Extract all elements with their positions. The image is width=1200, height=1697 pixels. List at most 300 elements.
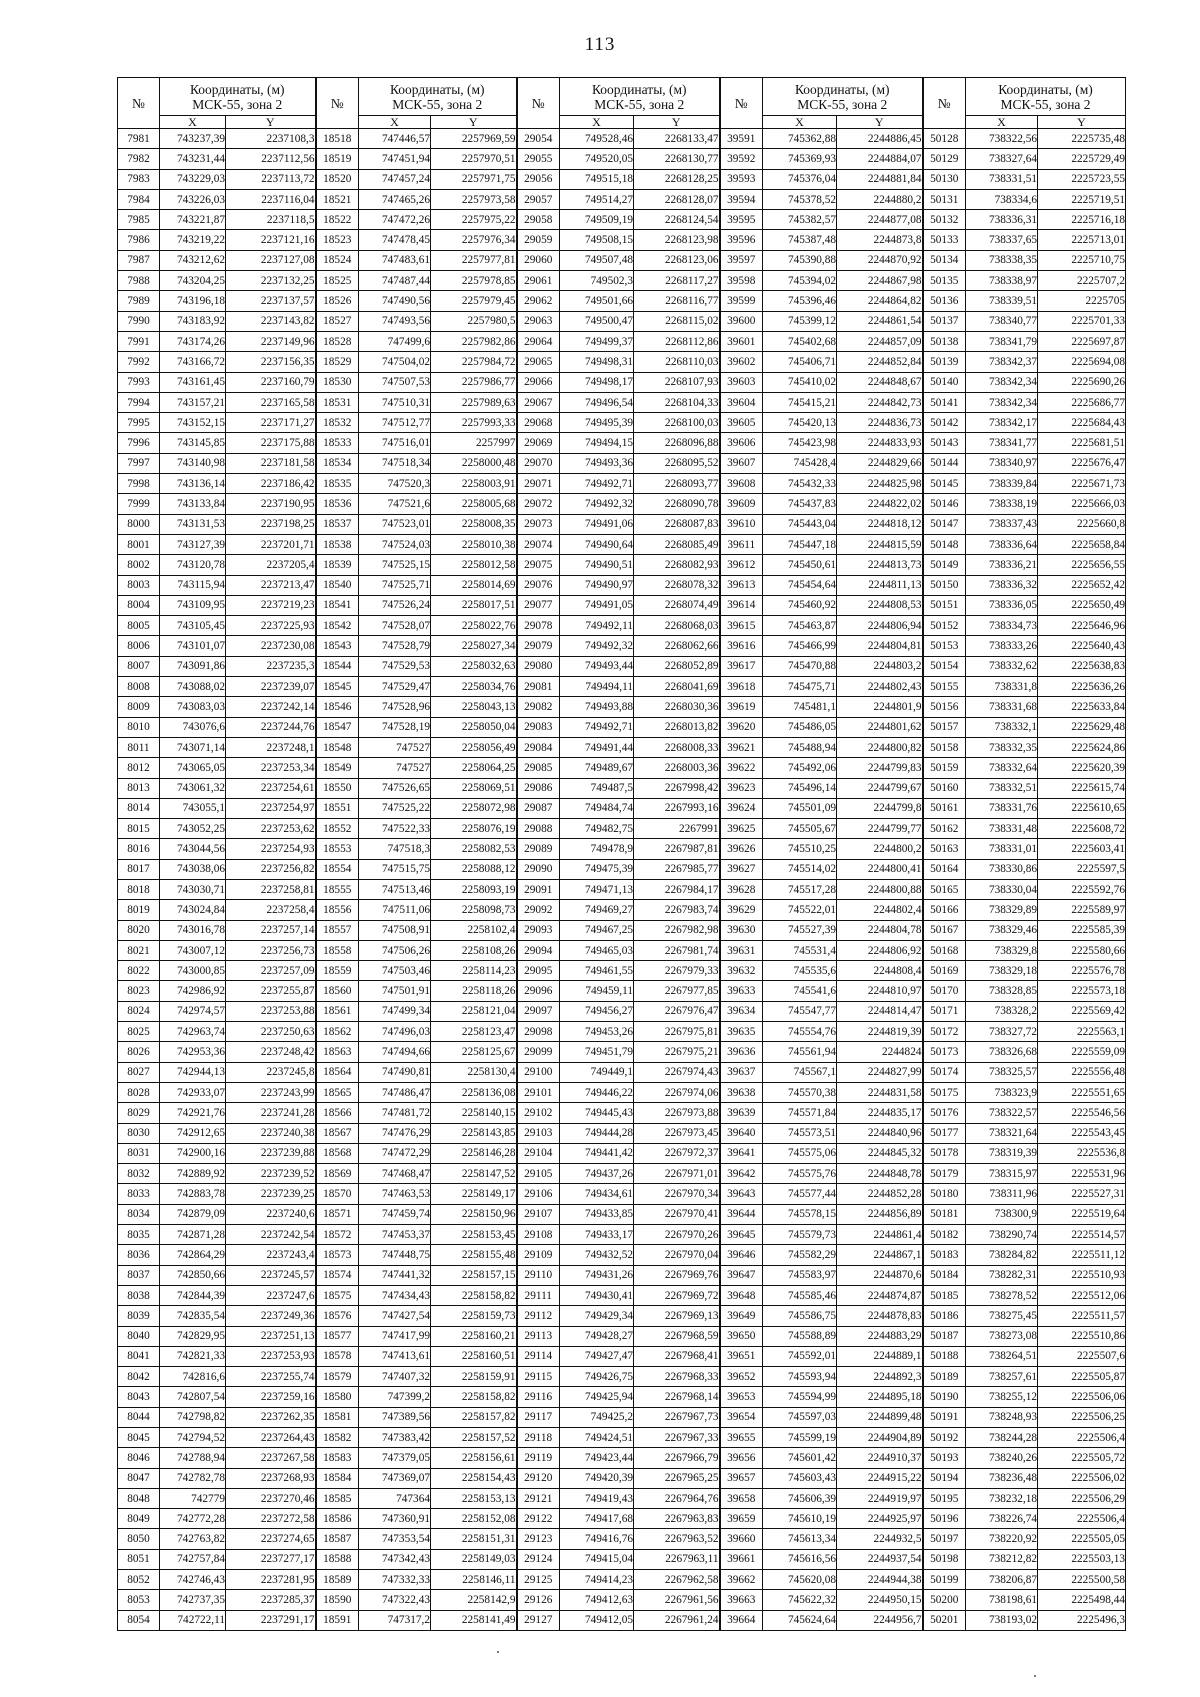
point-number: 50158: [923, 737, 966, 757]
coordinate-y: 2237251,13: [226, 1326, 316, 1346]
point-number: 7988: [118, 271, 160, 291]
coordinate-x: 745378,52: [763, 189, 837, 209]
point-number: 18591: [316, 1610, 359, 1630]
point-number: 29119: [517, 1448, 560, 1468]
point-number: 8054: [118, 1610, 160, 1630]
coordinate-y: 2225559,09: [1038, 1042, 1126, 1062]
coordinate-x: 745622,32: [763, 1590, 837, 1610]
point-number: 29115: [517, 1367, 560, 1387]
coordinate-y: 2267987,81: [634, 839, 720, 859]
coordinate-y: 2258008,35: [431, 514, 517, 534]
coordinate-y: 2237225,93: [226, 616, 316, 636]
point-number: 29108: [517, 1225, 560, 1245]
coordinate-x: 738248,93: [966, 1407, 1038, 1427]
coordinate-y: 2268110,03: [634, 352, 720, 372]
point-number: 39610: [720, 514, 763, 534]
coordinate-x: 749453,26: [560, 1022, 634, 1042]
coordinate-y: 2237165,58: [226, 392, 316, 412]
coordinate-y: 2268117,27: [634, 271, 720, 291]
coordinate-y: 2244870,6: [837, 1265, 923, 1285]
coordinate-x: 743052,25: [160, 819, 226, 839]
coordinate-y: 2267979,33: [634, 961, 720, 981]
coordinate-x: 749493,44: [560, 656, 634, 676]
coordinate-y: 2258064,25: [431, 758, 517, 778]
coordinate-y: 2237281,95: [226, 1570, 316, 1590]
table-row: [118, 169, 1126, 189]
point-number: 8041: [118, 1346, 160, 1366]
point-number: 18529: [316, 352, 359, 372]
coordinate-x: 747494,66: [359, 1042, 431, 1062]
coordinate-y: 2244831,58: [837, 1082, 923, 1102]
table-row: [118, 1468, 1126, 1488]
point-number: 39630: [720, 920, 763, 940]
coordinate-y: 2237181,58: [226, 453, 316, 473]
point-number: 29113: [517, 1326, 560, 1346]
coordinate-x: 745437,83: [763, 494, 837, 514]
coordinate-y: 2237272,58: [226, 1509, 316, 1529]
point-number: 18583: [316, 1448, 359, 1468]
coordinate-y: 2237241,28: [226, 1103, 316, 1123]
coordinate-x: 738338,97: [966, 271, 1038, 291]
point-number: 29072: [517, 494, 560, 514]
coordinate-y: 2257973,58: [431, 189, 517, 209]
coordinate-x: 743152,15: [160, 413, 226, 433]
coordinate-x: 749500,47: [560, 311, 634, 331]
coordinate-x: 745578,15: [763, 1204, 837, 1224]
coordinate-x: 749415,04: [560, 1549, 634, 1569]
point-number: 39651: [720, 1346, 763, 1366]
coordinate-x: 747353,54: [359, 1529, 431, 1549]
coordinate-x: 745575,06: [763, 1143, 837, 1163]
coordinate-x: 738338,19: [966, 494, 1038, 514]
point-number: 39655: [720, 1428, 763, 1448]
point-number: 39658: [720, 1488, 763, 1508]
coordinate-y: 2225597,5: [1038, 859, 1126, 879]
coordinate-x: 745517,28: [763, 879, 837, 899]
table-row: [118, 656, 1126, 676]
coordinate-x: 747427,54: [359, 1306, 431, 1326]
point-number: 50175: [923, 1082, 966, 1102]
coordinate-x: 738329,8: [966, 940, 1038, 960]
coordinate-x: 742864,29: [160, 1245, 226, 1265]
header-coordinate-system: МСК-55, зона 2: [797, 96, 888, 112]
point-number: 8011: [118, 737, 160, 757]
point-number: 8053: [118, 1590, 160, 1610]
coordinate-x: 745606,39: [763, 1488, 837, 1508]
point-number: 39632: [720, 961, 763, 981]
point-number: 8005: [118, 616, 160, 636]
coordinate-x: 747512,77: [359, 413, 431, 433]
coordinate-x: 738330,04: [966, 879, 1038, 899]
point-number: 8026: [118, 1042, 160, 1062]
point-number: 29076: [517, 575, 560, 595]
coordinate-y: 2225498,44: [1038, 1590, 1126, 1610]
coordinate-x: 745579,73: [763, 1225, 837, 1245]
coordinate-x: 745362,88: [763, 129, 837, 149]
header-coordinates-title: Координаты, (м): [389, 81, 485, 97]
point-number: 29083: [517, 717, 560, 737]
coordinate-y: 2237254,61: [226, 778, 316, 798]
coordinate-y: 2268041,69: [634, 677, 720, 697]
coordinate-x: 738273,08: [966, 1326, 1038, 1346]
point-number: 8038: [118, 1285, 160, 1305]
coordinate-y: 2244800,88: [837, 879, 923, 899]
point-number: 50143: [923, 433, 966, 453]
point-number: 39599: [720, 291, 763, 311]
point-number: 29078: [517, 616, 560, 636]
coordinate-x: 749502,3: [560, 271, 634, 291]
coordinate-x: 749493,88: [560, 697, 634, 717]
coordinate-y: 2225707,2: [1038, 271, 1126, 291]
coordinate-y: 2268082,93: [634, 555, 720, 575]
coordinate-x: 738232,18: [966, 1488, 1038, 1508]
coordinate-x: 749509,19: [560, 210, 634, 230]
point-number: 39596: [720, 230, 763, 250]
coordinate-x: 749496,54: [560, 392, 634, 412]
point-number: 39620: [720, 717, 763, 737]
coordinate-y: 2268104,33: [634, 392, 720, 412]
coordinate-x: 745541,6: [763, 981, 837, 1001]
point-number: 39636: [720, 1042, 763, 1062]
table-row: [118, 1103, 1126, 1123]
coordinate-y: 2244806,92: [837, 940, 923, 960]
coordinate-x: 749490,64: [560, 534, 634, 554]
point-number: 29070: [517, 453, 560, 473]
point-number: 18532: [316, 413, 359, 433]
coordinate-x: 745514,02: [763, 859, 837, 879]
coordinate-y: 2244956,7: [837, 1610, 923, 1630]
coordinate-y: 2258130,4: [431, 1062, 517, 1082]
header-x: X: [763, 116, 837, 129]
coordinate-y: 2258118,26: [431, 981, 517, 1001]
coordinate-x: 747513,46: [359, 879, 431, 899]
coordinate-x: 742986,92: [160, 981, 226, 1001]
coordinate-y: 2237248,1: [226, 737, 316, 757]
coordinate-x: 749515,18: [560, 169, 634, 189]
table-row: [118, 981, 1126, 1001]
table-row: [118, 1285, 1126, 1305]
coordinate-y: 2257986,77: [431, 372, 517, 392]
coordinate-y: 2268087,83: [634, 514, 720, 534]
point-number: 18536: [316, 494, 359, 514]
coordinate-y: 2237242,14: [226, 697, 316, 717]
table-row: [118, 311, 1126, 331]
header-coordinates: [560, 78, 720, 116]
coordinate-x: 743157,21: [160, 392, 226, 412]
table-row: [118, 859, 1126, 879]
coordinate-x: 738337,43: [966, 514, 1038, 534]
coordinate-x: 738331,48: [966, 819, 1038, 839]
coordinate-x: 745486,05: [763, 717, 837, 737]
coordinate-y: 2244829,66: [837, 453, 923, 473]
coordinate-x: 738257,61: [966, 1367, 1038, 1387]
coordinate-y: 2244810,97: [837, 981, 923, 1001]
coordinate-x: 738329,89: [966, 900, 1038, 920]
coordinate-y: 2225505,87: [1038, 1367, 1126, 1387]
coordinate-x: 747501,91: [359, 981, 431, 1001]
coordinate-y: 2257982,86: [431, 331, 517, 351]
coordinate-x: 749475,39: [560, 859, 634, 879]
coordinate-y: 2225671,73: [1038, 474, 1126, 494]
coordinate-x: 743174,26: [160, 331, 226, 351]
coordinate-x: 745601,42: [763, 1448, 837, 1468]
coordinate-x: 738339,84: [966, 474, 1038, 494]
coordinate-y: 2225585,39: [1038, 920, 1126, 940]
coordinate-y: 2225510,86: [1038, 1326, 1126, 1346]
point-number: 18543: [316, 636, 359, 656]
coordinate-x: 747525,22: [359, 798, 431, 818]
table-row: [118, 758, 1126, 778]
coordinate-y: 2257993,33: [431, 413, 517, 433]
coordinate-x: 742974,57: [160, 1001, 226, 1021]
coordinate-x: 738315,97: [966, 1164, 1038, 1184]
coordinate-x: 749423,44: [560, 1448, 634, 1468]
coordinate-x: 743221,87: [160, 210, 226, 230]
point-number: 29061: [517, 271, 560, 291]
coordinate-x: 743071,14: [160, 737, 226, 757]
coordinate-y: 2237268,93: [226, 1468, 316, 1488]
point-number: 50178: [923, 1143, 966, 1163]
coordinate-y: 2244944,38: [837, 1570, 923, 1590]
point-number: 39605: [720, 413, 763, 433]
point-number: 18554: [316, 859, 359, 879]
point-number: 39600: [720, 311, 763, 331]
scan-speck: [1034, 1675, 1036, 1677]
point-number: 18590: [316, 1590, 359, 1610]
point-number: 18552: [316, 819, 359, 839]
coordinate-y: 2258034,76: [431, 677, 517, 697]
point-number: 50176: [923, 1103, 966, 1123]
point-number: 18581: [316, 1407, 359, 1427]
coordinate-x: 738341,77: [966, 433, 1038, 453]
coordinate-y: 2267981,74: [634, 940, 720, 960]
coordinate-y: 2267963,11: [634, 1549, 720, 1569]
point-number: 18572: [316, 1225, 359, 1245]
coordinate-x: 738322,57: [966, 1103, 1038, 1123]
coordinate-x: 747487,44: [359, 271, 431, 291]
point-number: 50180: [923, 1184, 966, 1204]
point-number: 29075: [517, 555, 560, 575]
coordinate-y: 2237219,23: [226, 595, 316, 615]
coordinate-y: 2258027,34: [431, 636, 517, 656]
coordinate-y: 2267961,56: [634, 1590, 720, 1610]
coordinate-y: 2267993,16: [634, 798, 720, 818]
coordinate-x: 747518,34: [359, 453, 431, 473]
header-x: X: [966, 116, 1038, 129]
point-number: 50160: [923, 778, 966, 798]
coordinate-y: 2225500,58: [1038, 1570, 1126, 1590]
coordinate-y: 2225660,8: [1038, 514, 1126, 534]
coordinate-y: 2268123,06: [634, 250, 720, 270]
table-row: [118, 1062, 1126, 1082]
coordinate-y: 2225723,55: [1038, 169, 1126, 189]
point-number: 8007: [118, 656, 160, 676]
coordinate-y: 2237243,4: [226, 1245, 316, 1265]
coordinate-y: 2237277,17: [226, 1549, 316, 1569]
coordinate-x: 745475,71: [763, 677, 837, 697]
table-row: [118, 1123, 1126, 1143]
point-number: 29107: [517, 1204, 560, 1224]
table-row: [118, 291, 1126, 311]
coordinate-x: 749446,22: [560, 1082, 634, 1102]
point-number: 18569: [316, 1164, 359, 1184]
point-number: 39622: [720, 758, 763, 778]
coordinate-y: 2258159,73: [431, 1306, 517, 1326]
coordinate-y: 2244833,93: [837, 433, 923, 453]
point-number: 18579: [316, 1367, 359, 1387]
point-number: 39591: [720, 129, 763, 149]
coordinate-y: 2268078,32: [634, 575, 720, 595]
coordinate-x: 747507,53: [359, 372, 431, 392]
coordinate-y: 2257976,34: [431, 230, 517, 250]
coordinate-y: 2225681,51: [1038, 433, 1126, 453]
coordinate-x: 742871,28: [160, 1225, 226, 1245]
coordinate-x: 738255,12: [966, 1387, 1038, 1407]
coordinate-x: 745382,57: [763, 210, 837, 230]
coordinate-x: 749414,23: [560, 1570, 634, 1590]
point-number: 50168: [923, 940, 966, 960]
coordinate-x: 749433,85: [560, 1204, 634, 1224]
coordinate-y: 2268068,03: [634, 616, 720, 636]
point-number: 50184: [923, 1265, 966, 1285]
coordinate-y: 2237253,34: [226, 758, 316, 778]
point-number: 50187: [923, 1326, 966, 1346]
coordinate-y: 2225666,03: [1038, 494, 1126, 514]
point-number: 50156: [923, 697, 966, 717]
coordinate-x: 743183,92: [160, 311, 226, 331]
coordinate-x: 738325,57: [966, 1062, 1038, 1082]
point-number: 18544: [316, 656, 359, 676]
point-number: 39594: [720, 189, 763, 209]
coordinate-x: 749425,94: [560, 1387, 634, 1407]
point-number: 18549: [316, 758, 359, 778]
coordinate-y: 2225603,41: [1038, 839, 1126, 859]
point-number: 8018: [118, 879, 160, 899]
point-number: 18537: [316, 514, 359, 534]
coordinate-y: 2267962,58: [634, 1570, 720, 1590]
point-number: 50128: [923, 129, 966, 149]
coordinate-y: 2258125,67: [431, 1042, 517, 1062]
point-number: 39657: [720, 1468, 763, 1488]
coordinate-x: 749429,34: [560, 1306, 634, 1326]
point-number: 18559: [316, 961, 359, 981]
coordinate-x: 749491,06: [560, 514, 634, 534]
coordinate-x: 749420,39: [560, 1468, 634, 1488]
coordinate-x: 738331,51: [966, 169, 1038, 189]
coordinate-y: 2258136,08: [431, 1082, 517, 1102]
coordinate-x: 747520,3: [359, 474, 431, 494]
coordinate-x: 749416,76: [560, 1529, 634, 1549]
coordinate-y: 2244800,82: [837, 737, 923, 757]
coordinate-x: 743000,85: [160, 961, 226, 981]
header-coordinate-system: МСК-55, зона 2: [392, 96, 483, 112]
coordinate-x: 747508,91: [359, 920, 431, 940]
coordinate-x: 749430,41: [560, 1285, 634, 1305]
point-number: 29117: [517, 1407, 560, 1427]
coordinate-y: 2267969,13: [634, 1306, 720, 1326]
coordinate-y: 2267963,52: [634, 1529, 720, 1549]
coordinate-y: 2244884,07: [837, 149, 923, 169]
point-number: 29060: [517, 250, 560, 270]
coordinate-y: 2237245,57: [226, 1265, 316, 1285]
point-number: 39633: [720, 981, 763, 1001]
point-number: 39643: [720, 1184, 763, 1204]
point-number: 8036: [118, 1245, 160, 1265]
coordinate-x: 747317,2: [359, 1610, 431, 1630]
coordinate-y: 2237274,65: [226, 1529, 316, 1549]
coordinate-y: 2244867,98: [837, 271, 923, 291]
coordinate-x: 749498,31: [560, 352, 634, 372]
coordinate-y: 2225694,08: [1038, 352, 1126, 372]
coordinate-x: 747342,43: [359, 1549, 431, 1569]
table-row: [118, 474, 1126, 494]
coordinate-x: 743109,95: [160, 595, 226, 615]
point-number: 39602: [720, 352, 763, 372]
point-number: 18531: [316, 392, 359, 412]
point-number: 18538: [316, 534, 359, 554]
coordinate-x: 747389,56: [359, 1407, 431, 1427]
coordinate-x: 749424,51: [560, 1428, 634, 1448]
coordinate-x: 747499,6: [359, 331, 431, 351]
coordinate-x: 749451,79: [560, 1042, 634, 1062]
point-number: 29059: [517, 230, 560, 250]
coordinate-x: 745450,61: [763, 555, 837, 575]
coordinate-x: 738342,34: [966, 392, 1038, 412]
coordinate-y: 2237205,4: [226, 555, 316, 575]
table-row: [118, 210, 1126, 230]
point-number: 18530: [316, 372, 359, 392]
point-number: 8013: [118, 778, 160, 798]
coordinate-y: 2225569,42: [1038, 1001, 1126, 1021]
coordinate-y: 2225503,13: [1038, 1549, 1126, 1569]
coordinate-y: 2237255,74: [226, 1367, 316, 1387]
point-number: 39592: [720, 149, 763, 169]
coordinate-x: 749492,71: [560, 474, 634, 494]
point-number: 18586: [316, 1509, 359, 1529]
coordinate-y: 2267972,37: [634, 1143, 720, 1163]
coordinate-y: 2225735,48: [1038, 129, 1126, 149]
table-row: [118, 1407, 1126, 1427]
point-number: 50152: [923, 616, 966, 636]
coordinate-x: 747510,31: [359, 392, 431, 412]
coordinate-y: 2244937,54: [837, 1549, 923, 1569]
coordinate-y: 2258156,61: [431, 1448, 517, 1468]
point-number: 29064: [517, 331, 560, 351]
coordinate-x: 749484,74: [560, 798, 634, 818]
coordinate-x: 745428,4: [763, 453, 837, 473]
coordinate-y: 2244799,77: [837, 819, 923, 839]
coordinate-x: 738333,26: [966, 636, 1038, 656]
point-number: 8019: [118, 900, 160, 920]
coordinate-x: 738336,21: [966, 555, 1038, 575]
point-number: 29122: [517, 1509, 560, 1529]
table-row: [118, 1001, 1126, 1021]
table-row: [118, 189, 1126, 209]
coordinate-x: 745613,34: [763, 1529, 837, 1549]
coordinate-x: 742757,84: [160, 1549, 226, 1569]
coordinate-x: 743231,44: [160, 149, 226, 169]
point-number: 50195: [923, 1488, 966, 1508]
table-row: [118, 250, 1126, 270]
coordinate-y: 2268124,54: [634, 210, 720, 230]
coordinate-y: 2225573,18: [1038, 981, 1126, 1001]
table-row: [118, 271, 1126, 291]
coordinate-x: 745527,39: [763, 920, 837, 940]
table-row: [118, 839, 1126, 859]
coordinate-y: 2258072,98: [431, 798, 517, 818]
coordinate-y: 2268128,07: [634, 189, 720, 209]
point-number: 8010: [118, 717, 160, 737]
